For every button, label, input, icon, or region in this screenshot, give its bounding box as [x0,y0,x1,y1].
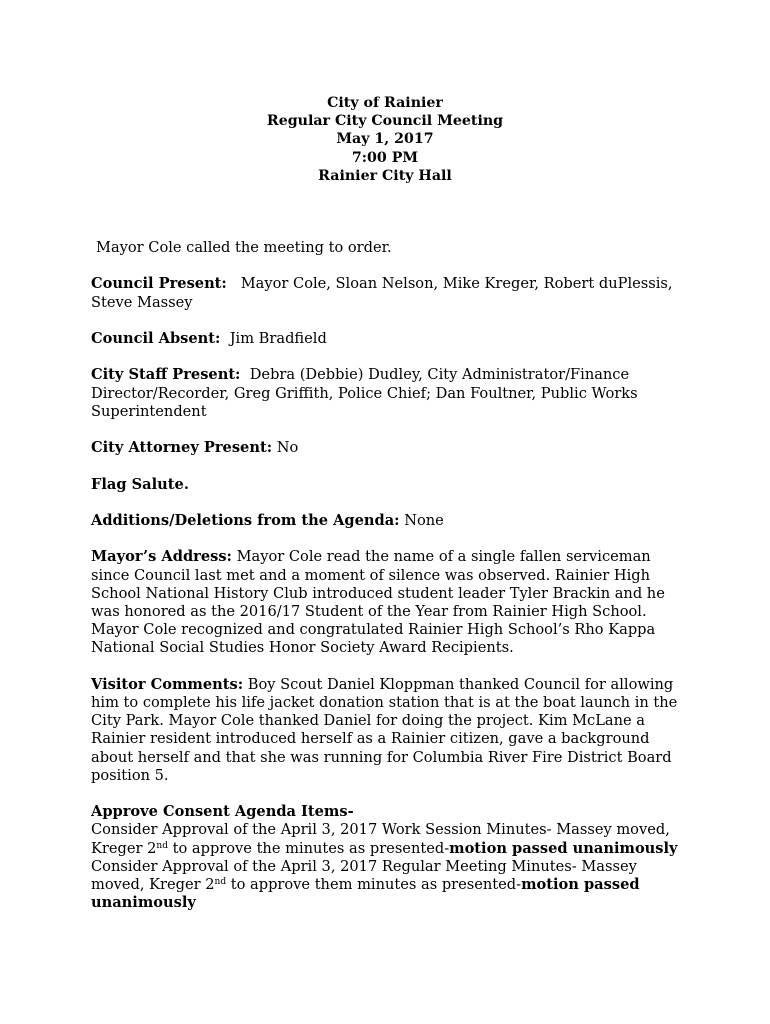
council-present-section [91,275,691,311]
council-present-label: Council Present: [91,275,227,293]
consent-item-1-text-a: Consider Approval of the April 3, 2017 Work Session Minutes- Massey moved, Kreger 2 [91,821,670,857]
consent-item-1-motion: motion passed unanimously [449,839,678,857]
header-city: City of Rainier [327,95,443,111]
additions-text: None [404,511,444,529]
attorney-present-section [91,439,691,457]
consent-item-regular-meeting [91,858,691,913]
consent-item-work-session [91,821,691,857]
header-location: Rainier City Hall [318,167,452,184]
mayors-address-label: Mayor’s Address: [91,548,232,566]
consent-agenda-label: Approve Consent Agenda Items- [91,803,354,821]
attorney-present-text: No [276,439,299,457]
consent-item-2-motion: motion passed unanimously [91,875,640,912]
council-absent-text: Jim Bradfield [229,329,327,347]
attorney-present-label: City Attorney Present: [91,439,273,457]
consent-item-1-sup: nd [156,840,168,851]
mayors-address-section [91,548,691,657]
flag-salute-section [91,476,691,494]
consent-item-1-text-b: to approve the minutes as presented- [167,839,450,857]
staff-present-label: City Staff Present: [91,366,241,384]
staff-present-section [91,366,691,421]
council-absent-section [91,330,691,348]
visitor-comments-section [91,676,691,785]
header-meeting-type: Regular City Council Meeting [266,113,504,130]
additions-section [91,512,691,530]
visitor-comments-text: Boy Scout Daniel Kloppman thanked Council for allowing him to complete his life jacket donation station that is at the boat launch in the City Park. Mayor Cole thanked Daniel for doing the project. Kim McLane a Rainier resident introduced herself as a Rainier citizen, gave a background about herself and that she was running for Columbia River Fire District Board position 5. [91,675,678,784]
council-absent-label: Council Absent: [91,329,221,347]
consent-agenda-section [91,803,691,912]
consent-item-2-text-b: to approve them minutes as presented- [226,875,522,893]
additions-label: Additions/Deletions from the Agenda: [91,511,400,529]
document-header [0,94,770,185]
visitor-comments-label: Visitor Comments: [91,675,244,693]
call-to-order: Mayor Cole called the meeting to order. [96,239,392,256]
staff-present-text: Debra (Debbie) Dudley, City Administrator/Finance Director/Recorder, Greg Griffith, Police Chief; Dan Foultner, Public Works Superintendent [91,366,638,420]
consent-item-2-sup: nd [214,876,227,887]
consent-item-2-text-a: Consider Approval of the April 3, 2017 Regular Meeting Minutes- Massey moved, Kreger 2 [91,857,637,893]
header-date: May 1, 2017 [336,131,434,148]
council-present-text: Mayor Cole, Sloan Nelson, Mike Kreger, Robert duPlessis, Steve Massey [91,275,673,311]
header-time: 7:00 PM [351,149,419,166]
flag-salute-label: Flag Salute. [91,475,189,493]
mayors-address-text: Mayor Cole read the name of a single fallen serviceman since Council last met and a moment of silence was observed. Rainier High School National History Club introduced student leader Tyler Brackin and he was honored as the 2016/17 Student of the Year from Rainier High School. Mayor Cole recognized and congratulated Rainier High School’s Rho Kappa National Social Studies Honor Society Award Recipients. [91,548,665,657]
minutes-body [91,239,691,931]
